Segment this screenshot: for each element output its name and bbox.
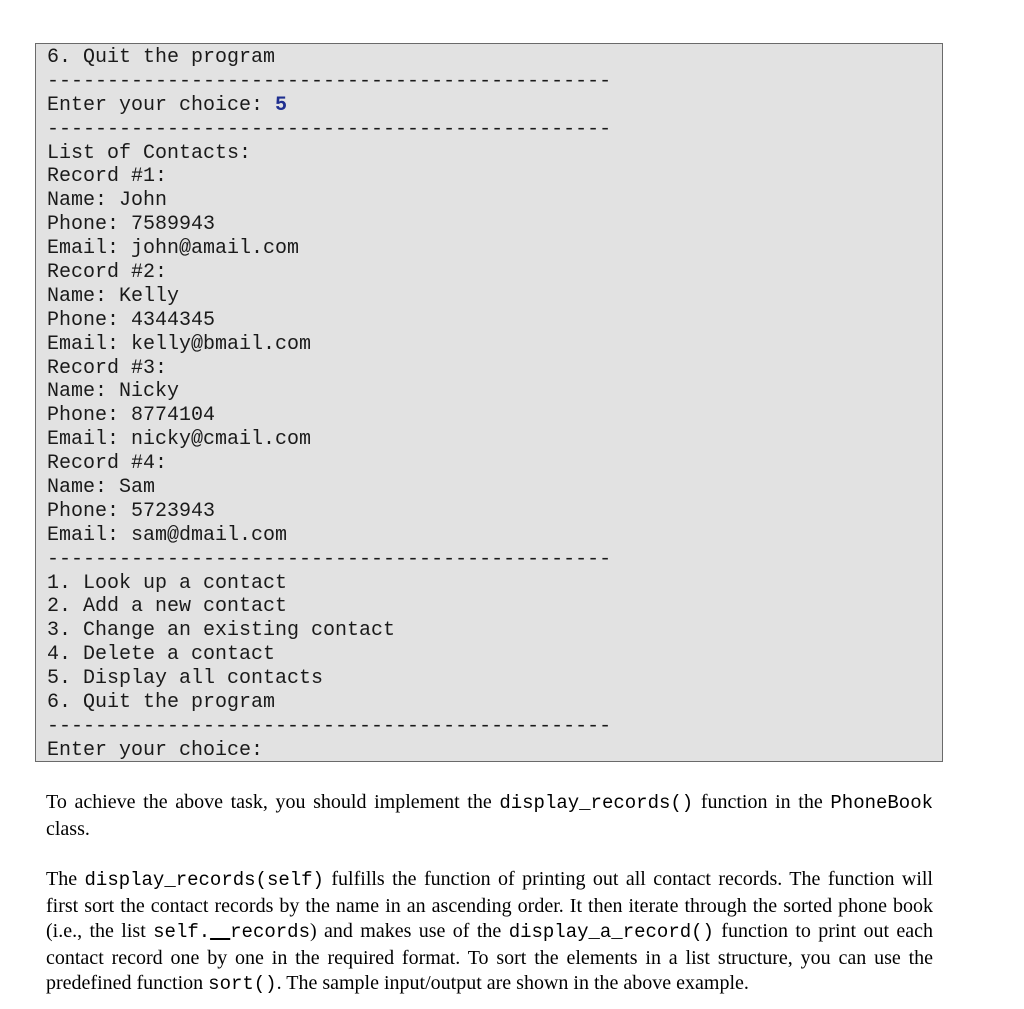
text-span: class. <box>46 817 90 840</box>
console-separator: ----------------------------------------------- <box>47 69 612 93</box>
text-span: function in the <box>693 791 831 813</box>
console-prompt: Enter your choice: <box>47 738 264 762</box>
console-line: Record #1: <box>47 165 168 189</box>
inline-code: display_records() <box>499 792 694 814</box>
inline-code: display_records(self) <box>84 869 324 891</box>
console-line: Phone: 7589943 <box>47 213 216 237</box>
console-menu-item: 3. Change an existing contact <box>47 619 396 643</box>
paragraph-task <box>46 790 933 842</box>
text-span: . The sample input/output are shown in the above example. <box>276 972 749 994</box>
console-line: Email: nicky@cmail.com <box>47 428 312 452</box>
console-separator: ----------------------------------------------- <box>47 714 612 738</box>
inline-code: sort() <box>208 973 277 995</box>
console-line: Phone: 5723943 <box>47 499 216 523</box>
console-menu-item: 1. Look up a contact <box>47 571 288 595</box>
text-span: ) and makes use of the <box>309 920 509 942</box>
console-prompt-line <box>47 94 942 118</box>
console-line: Email: john@amail.com <box>47 237 300 261</box>
console-separator: ----------------------------------------------- <box>47 547 612 571</box>
console-menu-item: 6. Quit the program <box>47 691 276 715</box>
console-prompt: Enter your choice: <box>47 93 276 117</box>
console-separator: ----------------------------------------------- <box>47 117 612 141</box>
text-span: function to print out each contact record one by one in the required format. To sort the elements in a list structure, you can use the predefined function <box>46 920 934 994</box>
console-line: Phone: 4344345 <box>47 308 216 332</box>
console-line: Email: sam@dmail.com <box>47 523 288 547</box>
inline-code: display_a_record() <box>508 921 714 943</box>
console-menu-item: 5. Display all contacts <box>47 667 324 691</box>
console-line: Record #2: <box>47 261 168 285</box>
console-line: Name: Sam <box>47 476 156 500</box>
console-menu-item: 2. Add a new contact <box>47 595 288 619</box>
console-line: Phone: 8774104 <box>47 404 216 428</box>
console-line: Email: kelly@bmail.com <box>47 332 312 356</box>
console-line: Record #3: <box>47 356 168 380</box>
description-text <box>46 790 933 998</box>
console-line: Name: Kelly <box>47 284 180 308</box>
inline-code: self. <box>153 921 211 943</box>
console-menu-item: 4. Delete a contact <box>47 643 276 667</box>
console-line: Record #4: <box>47 452 168 476</box>
user-choice-input: 5 <box>275 93 288 117</box>
console-line: List of Contacts: <box>47 141 252 165</box>
inline-code: records <box>230 921 310 943</box>
text-span: To achieve the above task, you should implement the <box>46 791 500 813</box>
inline-code: PhoneBook <box>830 792 934 814</box>
underscore-blank: __ <box>210 920 231 942</box>
text-span: The <box>46 868 85 890</box>
console-line: 6. Quit the program <box>47 46 276 69</box>
console-line: Name: Nicky <box>47 380 180 404</box>
console-output <box>35 43 943 762</box>
console-line: Name: John <box>47 189 168 213</box>
text-span: fulfills the function of printing out all contact records. The function will first sort the contact records by the name in an ascending order. It then iterate through the sorted phone book (i.e., the list <box>46 868 933 942</box>
paragraph-details <box>46 867 933 998</box>
